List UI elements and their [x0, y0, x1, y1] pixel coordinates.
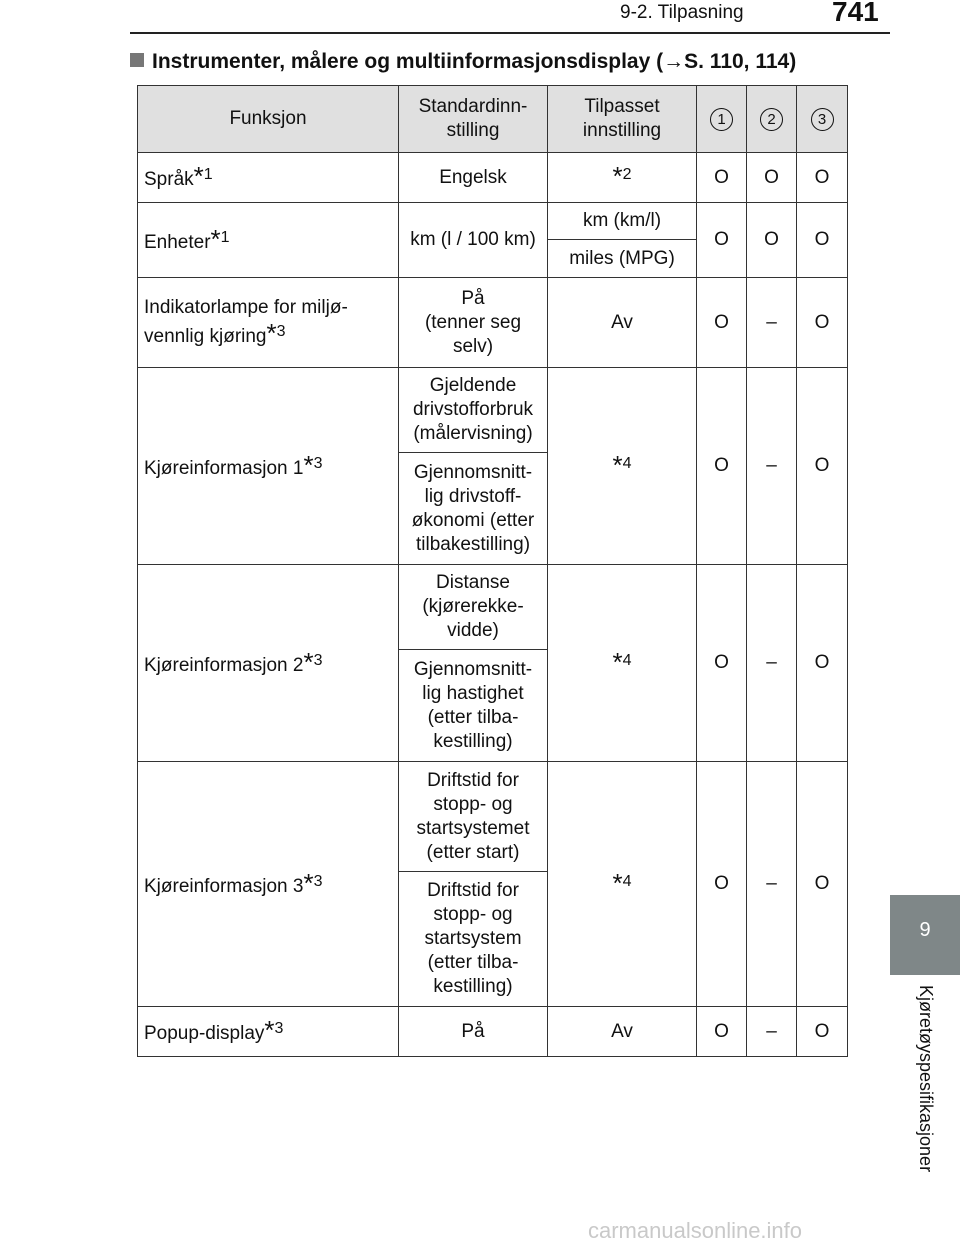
- standard-option: Distanse (kjørerekke- vidde): [399, 565, 548, 650]
- asterisk-icon: *: [303, 646, 314, 677]
- custom-value: [548, 153, 697, 203]
- section-title-ref: S. 110, 114): [684, 50, 797, 73]
- asterisk-icon: *: [612, 646, 623, 677]
- footnote-number: 3: [313, 651, 323, 669]
- footnote-number: 1: [203, 166, 213, 183]
- custom-value: Av: [548, 278, 697, 368]
- table-row: [138, 1007, 848, 1057]
- standard-option: Driftstid for stopp- og startsystemet (etter start): [399, 762, 548, 872]
- section-header: 9-2. Tilpasning: [620, 2, 744, 23]
- custom-value: [548, 762, 697, 1007]
- col-1-value: O: [697, 368, 747, 565]
- col-1-value: O: [697, 203, 747, 278]
- header-tilpasset: [548, 86, 697, 153]
- footnote-number: 3: [313, 872, 323, 890]
- table-row: [138, 153, 848, 203]
- header-tilpasset-label: Tilpasset innstilling: [582, 96, 662, 141]
- table-row: [138, 368, 848, 453]
- custom-value: [548, 368, 697, 565]
- custom-option: miles (MPG): [548, 240, 697, 278]
- chapter-label: [890, 985, 960, 1185]
- col-2-value: –: [747, 1007, 797, 1057]
- asterisk-icon: *: [303, 449, 314, 480]
- col-1-value: O: [697, 153, 747, 203]
- header-standard: [399, 86, 548, 153]
- footnote-number: 4: [622, 454, 632, 472]
- asterisk-icon: *: [612, 161, 623, 191]
- row-name: [138, 565, 399, 762]
- footnote-ref: [612, 867, 632, 898]
- header-col-3: [797, 86, 848, 153]
- table-row: [138, 762, 848, 872]
- arrow-icon: →: [663, 50, 685, 73]
- table-row: [138, 278, 848, 368]
- standard-option: Gjennomsnitt- lig hastighet (etter tilba- kestilling): [399, 650, 548, 762]
- col-2-value: –: [747, 368, 797, 565]
- standard-value: På (tenner seg selv): [399, 278, 548, 368]
- section-title-text: Instrumenter, målere og multiinformasjonsdisplay (: [152, 50, 664, 73]
- chapter-tab: [890, 895, 960, 975]
- standard-option: Gjeldende drivstofforbruk (målervisning): [399, 368, 548, 453]
- footnote-ref: [264, 1015, 284, 1045]
- row-name-text: Kjøreinformasjon 2: [144, 654, 304, 676]
- asterisk-icon: *: [612, 867, 623, 898]
- page-number: 741: [832, 0, 879, 27]
- footnote-ref: [612, 646, 632, 677]
- row-name-text: Popup-display: [144, 1023, 265, 1044]
- asterisk-icon: *: [612, 449, 623, 480]
- row-name: [138, 278, 399, 368]
- table-header-row: [138, 86, 848, 153]
- chapter-label-text: Kjøretøyspesifikasjoner: [916, 985, 936, 1173]
- square-bullet-icon: [130, 53, 144, 67]
- footnote-ref: [210, 223, 230, 254]
- footnote-ref: [612, 161, 632, 191]
- standard-value: km (l / 100 km): [399, 203, 548, 278]
- footnote-ref: [303, 867, 323, 898]
- standard-value: Engelsk: [399, 153, 548, 203]
- circled-2-icon: 2: [760, 108, 783, 131]
- col-2-value: –: [747, 565, 797, 762]
- row-name: [138, 368, 399, 565]
- row-name: [138, 153, 399, 203]
- col-3-value: O: [797, 153, 848, 203]
- row-name-text: Kjøreinformasjon 1: [144, 457, 304, 479]
- standard-value: På: [399, 1007, 548, 1057]
- row-name: [138, 203, 399, 278]
- footnote-number: 4: [622, 872, 632, 890]
- col-3-value: O: [797, 565, 848, 762]
- circled-3-icon: 3: [811, 108, 834, 131]
- footnote-number: 3: [274, 1020, 284, 1037]
- header-funksjon: [138, 86, 399, 153]
- chapter-number: 9: [919, 919, 931, 941]
- table-row: [138, 565, 848, 650]
- col-3-value: O: [797, 203, 848, 278]
- col-1-value: O: [697, 762, 747, 1007]
- asterisk-icon: *: [264, 1015, 275, 1045]
- footnote-number: 1: [220, 228, 230, 246]
- header-standard-label: Standardinn- stilling: [418, 96, 528, 141]
- footnote-ref: [612, 449, 632, 480]
- header-rule: [130, 32, 890, 34]
- header-col-1: [697, 86, 747, 153]
- row-name-text: Indikatorlampe for miljø- vennlig kjøring: [144, 297, 348, 347]
- col-1-value: O: [697, 1007, 747, 1057]
- footnote-number: 3: [313, 454, 323, 472]
- row-name: [138, 762, 399, 1007]
- row-name: [138, 1007, 399, 1057]
- footnote-ref: [266, 318, 286, 348]
- col-3-value: O: [797, 1007, 848, 1057]
- settings-table: [137, 85, 848, 1057]
- row-name-text: Språk: [144, 169, 194, 190]
- footnote-number: 4: [622, 651, 632, 669]
- col-1-value: O: [697, 565, 747, 762]
- footnote-number: 2: [622, 166, 632, 183]
- col-2-value: –: [747, 278, 797, 368]
- circled-1-icon: 1: [710, 108, 733, 131]
- footnote-number: 3: [276, 323, 286, 340]
- row-name-text: Kjøreinformasjon 3: [144, 875, 304, 897]
- asterisk-icon: *: [210, 223, 221, 254]
- standard-option: Gjennomsnitt- lig drivstoff- økonomi (etter tilbakestilling): [399, 453, 548, 565]
- col-2-value: O: [747, 203, 797, 278]
- col-1-value: O: [697, 278, 747, 368]
- asterisk-icon: *: [266, 318, 277, 348]
- footnote-ref: [303, 646, 323, 677]
- asterisk-icon: *: [303, 867, 314, 898]
- footnote-ref: [303, 449, 323, 480]
- row-name-text: Enheter: [144, 231, 211, 253]
- col-3-value: O: [797, 368, 848, 565]
- header-col-2: [747, 86, 797, 153]
- table-row: [138, 203, 848, 240]
- col-3-value: O: [797, 278, 848, 368]
- custom-value: Av: [548, 1007, 697, 1057]
- footnote-ref: [193, 161, 213, 191]
- col-2-value: –: [747, 762, 797, 1007]
- section-title: [130, 50, 796, 74]
- custom-option: km (km/l): [548, 203, 697, 240]
- header-funksjon-label: Funksjon: [229, 108, 307, 129]
- col-2-value: O: [747, 153, 797, 203]
- watermark: carmanualsonline.info: [588, 1218, 803, 1243]
- asterisk-icon: *: [193, 161, 204, 191]
- custom-value: [548, 565, 697, 762]
- col-3-value: O: [797, 762, 848, 1007]
- standard-option: Driftstid for stopp- og startsystem (etter tilba- kestilling): [399, 872, 548, 1007]
